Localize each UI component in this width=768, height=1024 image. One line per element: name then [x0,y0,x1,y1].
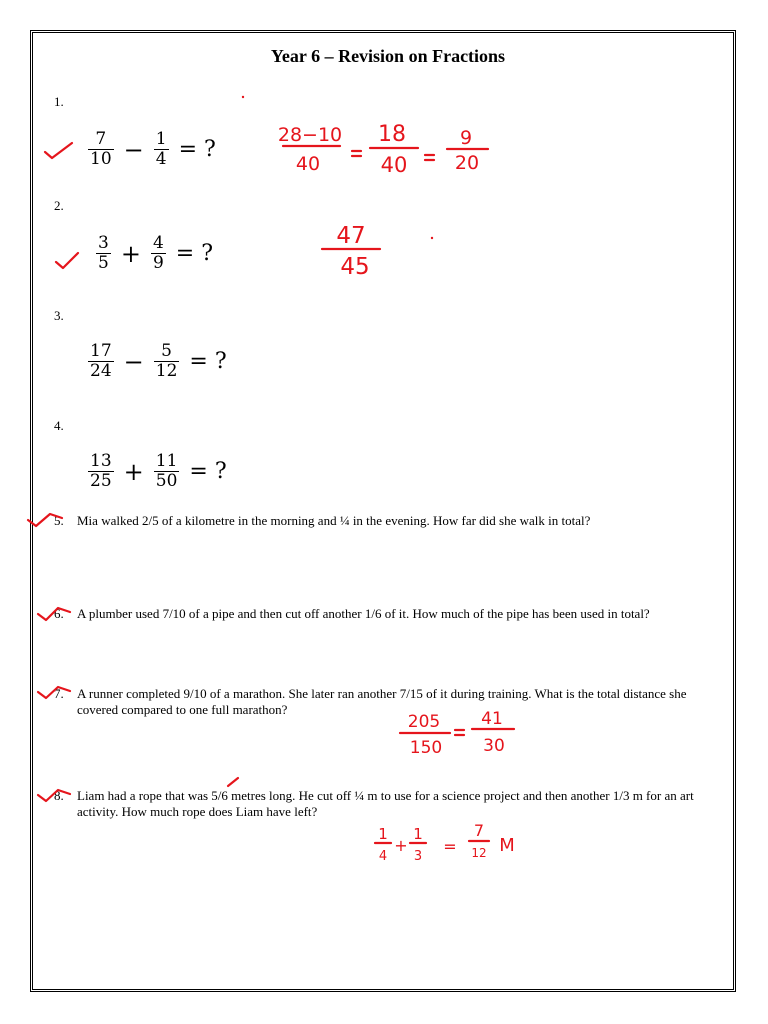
equals-question: = ? [178,137,216,162]
q1-work-numerator-3: 9 [459,127,473,149]
q8-work-equals: = [443,837,457,856]
check-mark-6 [38,608,70,620]
question-6-text: A plumber used 7/10 of a pipe and then cut off another 1/6 of it. How much of the pipe has been used in total? [77,606,650,621]
ink-dot [431,237,433,239]
ink-dot [242,96,244,98]
check-mark-1 [45,143,72,158]
q8-work-plus: + [394,836,408,855]
question-7-text: A runner completed 9/10 of a marathon. She later ran another 7/15 of it during training. What is the total distance she covered compared to one full marathon? [77,686,687,717]
check-mark-5 [28,514,62,526]
question-8-number: 8. [54,788,64,803]
q7-work-denominator-2: 30 [483,736,505,756]
equals-question: = ? [189,349,227,374]
question-1-number: 1. [54,94,64,109]
fraction: $\frac{3}{5}$ [98,233,109,273]
q8-work-a-denominator: 4 [378,849,388,864]
question-8-text: Liam had a rope that was 5/6 metres long. He cut off ¼ m to use for a science project and then another 1/3 m for an art activity. How much rope does Liam have left? [77,788,694,819]
q1-work-denominator-3: 20 [454,152,480,174]
pen-mark [228,778,238,786]
question-2-number: 2. [54,198,64,213]
question-5-text: Mia walked 2/5 of a kilometre in the morning and ¼ in the evening. How far did she walk in total? [77,513,591,528]
check-mark-8 [38,790,70,801]
q1-work-denominator-1: 40 [295,153,321,175]
q8-work-b-denominator: 3 [413,849,423,864]
q7-work-numerator-1: 205 [407,712,441,732]
fraction: $\frac{5}{12}$ [155,341,178,381]
fraction: $\frac{4}{9}$ [152,233,164,273]
q2-work-numerator: 47 [336,223,366,249]
operator: + [123,457,144,486]
equals-question: = ? [189,459,227,484]
operator: − [123,347,144,376]
operator: − [123,135,144,164]
q1-work-numerator-2: 18 [378,122,406,147]
q7-work-denominator-1: 150 [409,738,443,758]
q8-work-b-numerator: 1 [413,825,423,843]
equals-question: = ? [175,241,213,266]
question-6-number: 6. [54,606,64,621]
question-7-number: 7. [54,686,64,701]
question-3-number: 3. [54,308,64,323]
operator: + [120,239,141,268]
q7-work-numerator-2: 41 [481,709,503,729]
fraction: $\frac{13}{25}$ [90,451,112,491]
fraction: $\frac{1}{4}$ [155,129,167,169]
check-mark-2 [56,253,78,268]
fraction: $\frac{17}{24}$ [90,341,112,381]
check-mark-7 [38,687,70,698]
q8-work-result-denominator: 12 [471,846,487,860]
page-title: Year 6 – Revision on Fractions [270,46,506,66]
fraction: $\frac{7}{10}$ [90,129,112,169]
q1-work-denominator-2: 40 [380,153,408,177]
q8-work-unit: M [499,835,515,856]
question-4-number: 4. [54,418,64,433]
q1-work-numerator-1: 28−10 [277,124,343,146]
fraction: $\frac{11}{50}$ [155,451,178,491]
q8-work-result-numerator: 7 [473,821,485,840]
question-5-number: 5. [54,513,64,528]
q2-work-denominator: 45 [340,254,370,280]
q8-work-a-numerator: 1 [378,825,388,843]
